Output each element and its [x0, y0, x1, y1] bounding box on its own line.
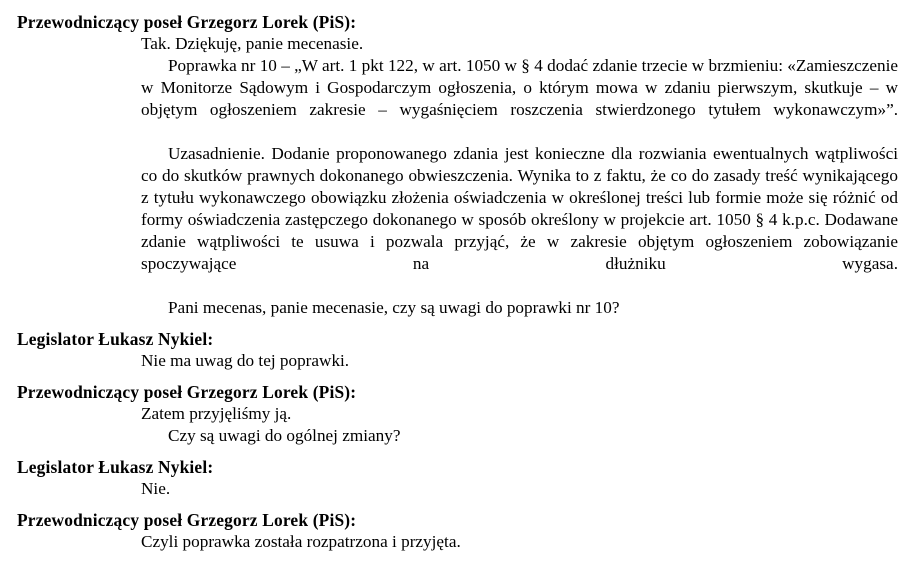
utterance-paragraph: Uzasadnienie. Dodanie proponowanego zdania jest konieczne dla rozwiania ewentualnych wątpliwości co do skutków prawnych dokonanego obwieszczenia. Wynika to z faktu, że co do zasady treść wynikającego z tytułu wykonawczego obowiązku złożenia oświadczenia w określonej treści lub formie może się różnić od formy oświadczenia zastępczego dokonanego w sposób określony w projekcie art. 1050 § 4 k.p.c. Dodawane zdanie wątpliwości te usuwa i pozwala przyjąć, że w zakresie objętym ogłoszeniem zobowiązanie spoczywające na dłużniku wygasa.: [141, 144, 898, 273]
transcript-turn: [0, 381, 915, 447]
utterance-paragraph: Poprawka nr 10 – „W art. 1 pkt 122, w art. 1050 w § 4 dodać zdanie trzecie w brzmieniu: «Zamieszczenie w Monitorze Sądowym i Gospodarczym ogłoszenia, o którym mowa w zdaniu pierwszym, skutkuje – w objętym ogłoszeniem zakresie – wygaśnięciem roszczenia stwierdzonego tytułem wykonawczym»”.: [141, 56, 898, 119]
speaker-name: Przewodniczący poseł Grzegorz Lorek (PiS):: [17, 382, 357, 402]
speaker-name: Legislator Łukasz Nykiel:: [17, 329, 214, 349]
utterance-line: Czyli poprawka została rozpatrzona i przyjęta.: [141, 532, 461, 551]
utterance-line: Tak. Dziękuję, panie mecenasie.: [141, 34, 364, 53]
speaker-name: Przewodniczący poseł Grzegorz Lorek (PiS):: [17, 510, 357, 530]
transcript-turn: [0, 509, 915, 553]
speaker-name: Przewodniczący poseł Grzegorz Lorek (PiS):: [17, 12, 357, 32]
utterance-line: Pani mecenas, panie mecenasie, czy są uwagi do poprawki nr 10?: [168, 298, 620, 317]
speaker-name: Legislator Łukasz Nykiel:: [17, 457, 214, 477]
utterance-line: Czy są uwagi do ogólnej zmiany?: [168, 426, 401, 445]
transcript-turn: [0, 328, 915, 372]
transcript-turn: [0, 456, 915, 500]
utterance-line: Zatem przyjęliśmy ją.: [141, 404, 292, 423]
utterance-line: Nie ma uwag do tej poprawki.: [141, 351, 350, 370]
utterance-line: Nie.: [141, 479, 171, 498]
